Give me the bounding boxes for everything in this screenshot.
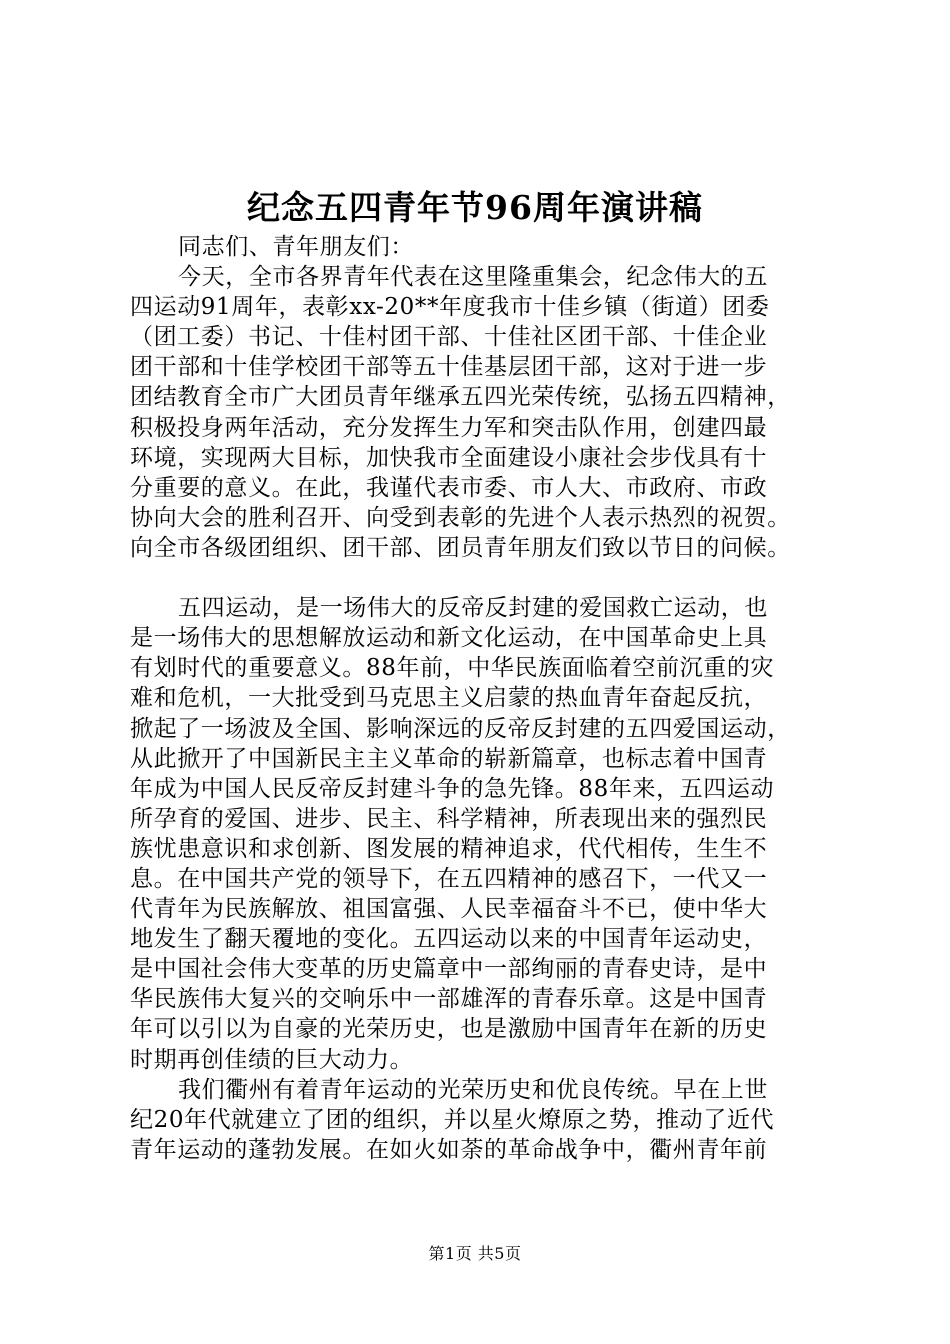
- text-line: 代青年为民族解放、祖国富强、人民幸福奋斗不已，使中华大: [130, 896, 768, 923]
- text-line: 团结教育全市广大团员青年继承五四光荣传统，弘扬五四精神，: [130, 384, 791, 411]
- text-line: 四运动91周年，表彰xx-20**年度我市十佳乡镇（街道）团委: [130, 294, 770, 321]
- text-line: 族忧患意识和求创新、图发展的精神追求，代代相传，生生不: [130, 835, 768, 862]
- text-line: 团干部和十佳学校团干部等五十佳基层团干部，这对于进一步: [130, 354, 768, 381]
- text-line: 年成为中国人民反帝反封建斗争的急先锋。88年来，五四运动: [130, 775, 775, 802]
- text-line: （团工委）书记、十佳村团干部、十佳社区团干部、十佳企业: [130, 324, 768, 351]
- text-line: 有划时代的重要意义。88年前，中华民族面临着空前沉重的灾: [130, 655, 775, 682]
- text-line: 纪20年代就建立了团的组织，并以星火燎原之势，推动了近代: [130, 1106, 775, 1133]
- text-line: 息。在中国共产党的领导下，在五四精神的感召下，一代又一: [130, 865, 768, 892]
- text-line: 地发生了翻天覆地的变化。五四运动以来的中国青年运动史，: [130, 926, 768, 953]
- text-line: 掀起了一场波及全国、影响深远的反帝反封建的五四爱国运动，: [130, 715, 791, 742]
- text-line: 青年运动的蓬勃发展。在如火如荼的革命战争中，衢州青年前: [130, 1136, 768, 1163]
- document-title: 纪念五四青年节96周年演讲稿: [247, 188, 703, 227]
- text-line: 分重要的意义。在此，我谨代表市委、市人大、市政府、市政: [130, 474, 768, 501]
- text-line: 时期再创佳绩的巨大动力。: [130, 1046, 414, 1073]
- text-line: 环境，实现两大目标，加快我市全面建设小康社会步伐具有十: [130, 444, 768, 471]
- text-line: 华民族伟大复兴的交响乐中一部雄浑的青春乐章。这是中国青: [130, 986, 768, 1013]
- text-line: 年可以引以为自豪的光荣历史，也是激励中国青年在新的历史: [130, 1016, 768, 1043]
- document-body: [130, 232, 855, 1165]
- text-line: 今天，全市各界青年代表在这里隆重集会，纪念伟大的五: [178, 264, 768, 291]
- text-line: 五四运动，是一场伟大的反帝反封建的爱国救亡运动，也: [178, 595, 768, 622]
- text-line: 我们衢州有着青年运动的光荣历史和优良传统。早在上世: [178, 1076, 768, 1103]
- text-line: 从此掀开了中国新民主主义革命的崭新篇章，也标志着中国青: [130, 745, 768, 772]
- text-line: 是中国社会伟大变革的历史篇章中一部绚丽的青春史诗，是中: [130, 956, 768, 983]
- text-line: 是一场伟大的思想解放运动和新文化运动，在中国革命史上具: [130, 625, 768, 652]
- text-line: 所孕育的爱国、进步、民主、科学精神，所表现出来的强烈民: [130, 805, 768, 832]
- text-line: 积极投身两年活动，充分发挥生力军和突击队作用，创建四最: [130, 414, 768, 441]
- text-line: 向全市各级团组织、团干部、团员青年朋友们致以节日的问候。: [130, 534, 791, 561]
- page-number-footer: 第1页 共5页: [428, 1244, 522, 1263]
- paragraph-gap: [130, 563, 855, 593]
- text-line: 协向大会的胜利召开、向受到表彰的先进个人表示热烈的祝贺。: [130, 504, 791, 531]
- salutation-line: 同志们、青年朋友们：: [178, 234, 414, 260]
- text-line: 难和危机，一大批受到马克思主义启蒙的热血青年奋起反抗，: [130, 685, 768, 712]
